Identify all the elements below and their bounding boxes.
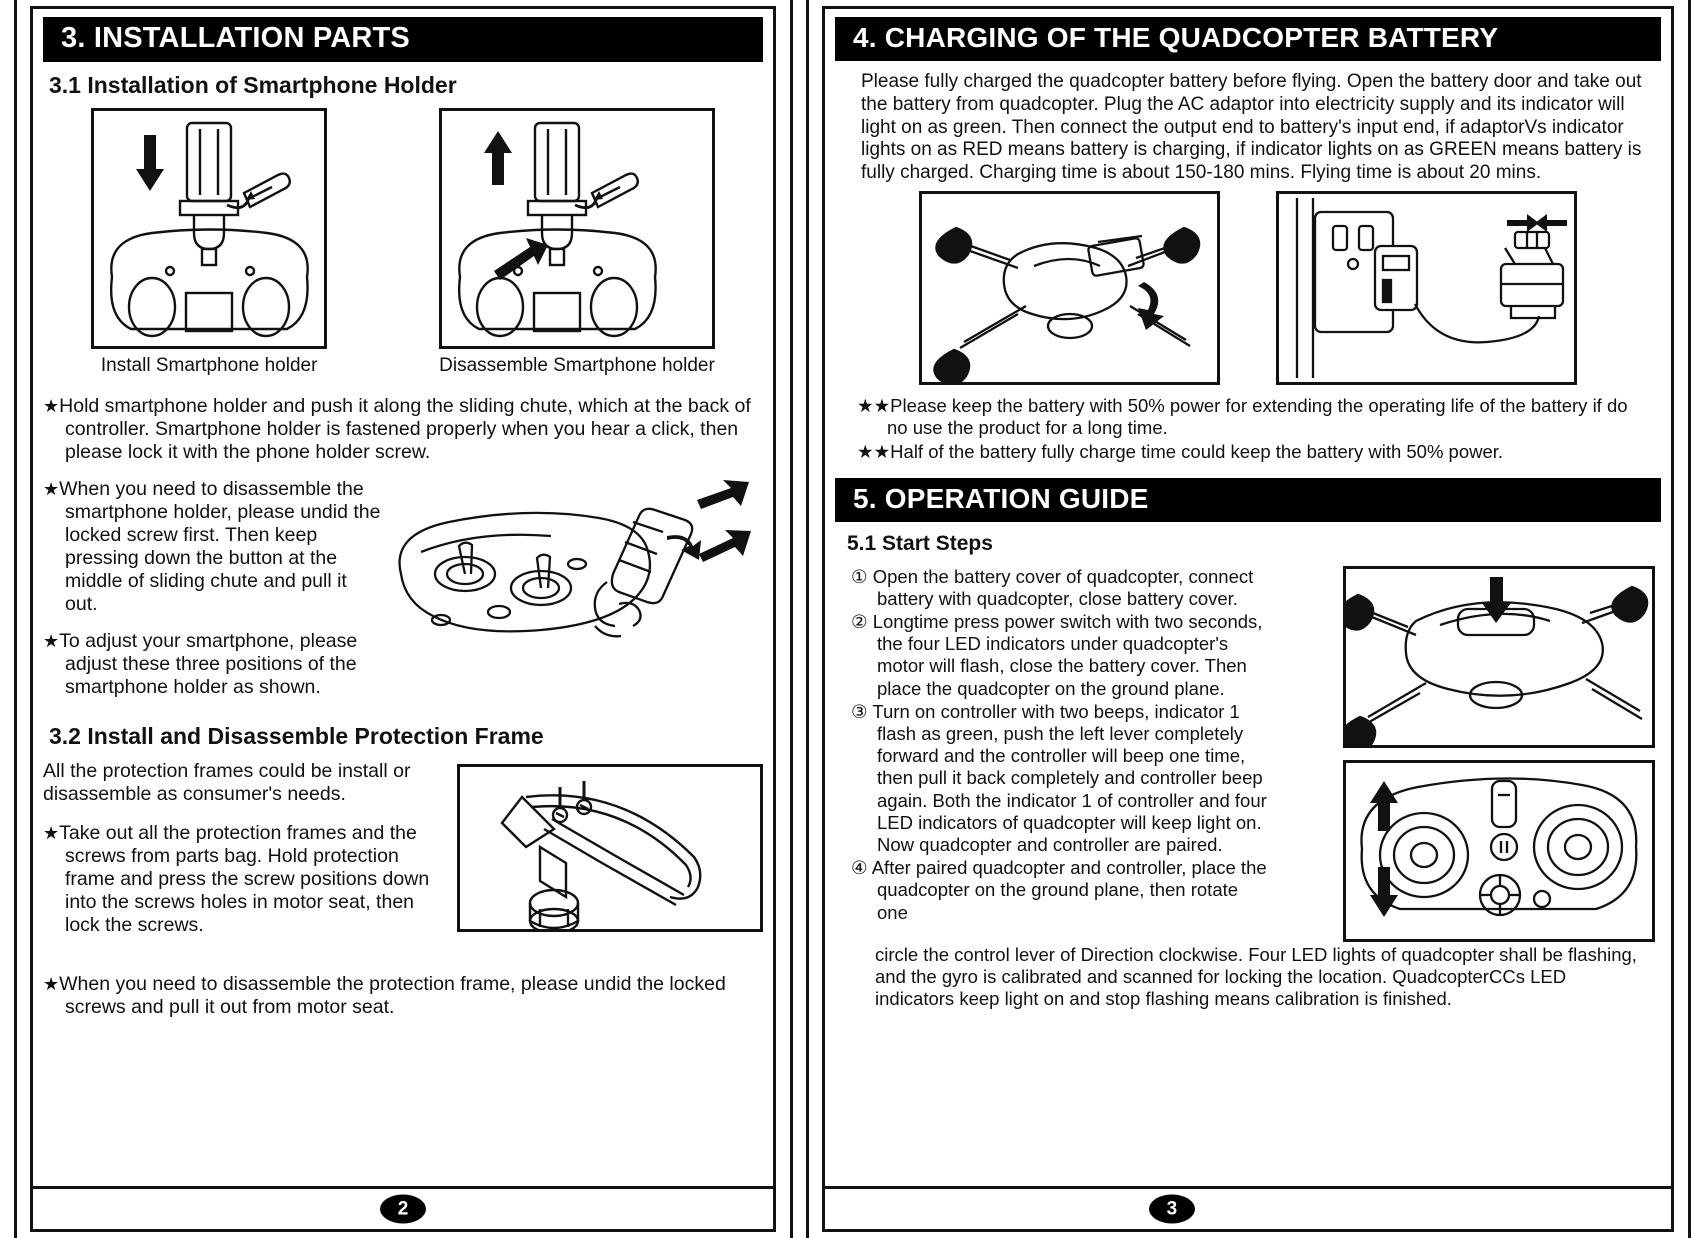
left-outer-rule bbox=[14, 0, 17, 1238]
subsection-heading-3-1: 3.1 Installation of Smartphone Holder bbox=[49, 72, 457, 98]
section-banner-operation-guide: 5. OPERATION GUIDE bbox=[835, 478, 1661, 522]
step-item-1 bbox=[851, 566, 1271, 610]
figure-install-holder-frame bbox=[91, 108, 327, 349]
double-star-icon-1: ★★ bbox=[857, 394, 891, 416]
figure-quadcopter-battery-frame bbox=[919, 191, 1220, 385]
left-page-body bbox=[33, 9, 773, 1186]
step-item-4 bbox=[851, 857, 1271, 924]
star-bullet-icon-3: ★ bbox=[43, 631, 60, 652]
double-star-icon-2: ★★ bbox=[857, 441, 891, 463]
bullet-disassemble-holder-text: When you need to disassemble the smartphone holder, please undid the locked screw first. Then keep pressing down the button at the middle of sliding chute and pull it out. bbox=[59, 478, 381, 616]
star-bullet-icon-5: ★ bbox=[43, 973, 60, 994]
star-bullet-icon-2: ★ bbox=[43, 479, 60, 500]
charging-paragraph: Please fully charged the quadcopter battery before flying. Open the battery door and take out the battery from quadcopter. Plug the AC adaptor into electricity supply and its indicator will light on as green. Then connect the output end to battery's input end, if adaptorVs indicator lights on as RED means battery is charging, if indicator lights on as GREEN means battery is fully charged. Charging time is about 150-180 mins. Flying time is about 20 mins. bbox=[861, 71, 1642, 184]
step-text-3: Turn on controller with two beeps, indicator 1 flash as green, push the left lever completely forward and the controller will beep one time, then pull it back completely and controller beep again. Both the indicator 1 of controller and four LED indicators of quadcopter will keep light on. Now quadcopter and controller are paired. bbox=[872, 700, 1267, 855]
protection-frame-illustration bbox=[460, 767, 728, 929]
up-arrow-icon bbox=[484, 131, 512, 185]
figure-caption-install: Install Smartphone holder bbox=[100, 355, 318, 377]
bullet-take-out-frames-text: Take out all the protection frames and the screws from parts bag. Hold protection frame and press the screw positions down into the screws holes in motor seat, then lock the screws. bbox=[59, 821, 430, 936]
bullet-adjust-smartphone bbox=[43, 630, 381, 699]
right-page-footer bbox=[825, 1186, 1671, 1229]
right-page-body bbox=[825, 9, 1671, 1186]
down-arrow-icon bbox=[136, 135, 164, 191]
figure-battery-cover-frame bbox=[1343, 566, 1655, 748]
start-steps-list bbox=[851, 566, 1271, 925]
controller-perspective-illustration bbox=[381, 478, 753, 686]
warning-half-charge-time bbox=[857, 441, 1651, 463]
warning-keep-50-percent-text: Please keep the battery with 50% power for extending the operating life of the battery if do no use the product for a long time. bbox=[887, 394, 1628, 439]
adjust-arrows-icon bbox=[667, 480, 751, 562]
warning-half-charge-time-text: Half of the battery fully charge time could keep the battery with 50% power. bbox=[890, 441, 1504, 463]
operation-figures-column bbox=[1281, 566, 1655, 942]
step-item-3 bbox=[851, 701, 1271, 856]
battery-cover-down-arrow-icon bbox=[1482, 577, 1511, 623]
protection-frame-text bbox=[43, 760, 443, 947]
step-marker-2: ② bbox=[851, 611, 868, 633]
step-text-4: After paired quadcopter and controller, place the quadcopter on the ground plane, then rotate one bbox=[871, 857, 1267, 923]
charging-warnings bbox=[835, 395, 1661, 464]
protection-frame-block bbox=[43, 760, 763, 947]
figure-disassemble-holder bbox=[439, 108, 715, 377]
manual-page-right bbox=[822, 6, 1674, 1232]
left-page-footer bbox=[33, 1186, 773, 1229]
gutter-rule-right bbox=[806, 0, 809, 1238]
quadcopter-battery-illustration bbox=[922, 194, 1217, 382]
page-number-badge-right: 3 bbox=[1149, 1195, 1195, 1224]
controller-levers-illustration bbox=[1346, 763, 1652, 939]
star-bullet-icon: ★ bbox=[43, 396, 60, 417]
start-steps-block bbox=[835, 566, 1661, 942]
warning-keep-50-percent bbox=[857, 395, 1651, 439]
subsection-heading-5-1: 5.1 Start Steps bbox=[847, 531, 993, 555]
page-number-badge-left: 2 bbox=[380, 1195, 426, 1224]
right-outer-rule bbox=[1688, 0, 1691, 1238]
step-marker-1: ① bbox=[851, 565, 868, 587]
charging-figure-row bbox=[835, 191, 1661, 385]
step-marker-3: ③ bbox=[851, 700, 868, 722]
section-banner-charging: 4. CHARGING OF THE QUADCOPTER BATTERY bbox=[835, 17, 1661, 61]
figure-controller-levers-frame bbox=[1343, 760, 1655, 942]
controller-perspective-illustration-wrap bbox=[381, 478, 763, 686]
star-bullet-icon-4: ★ bbox=[43, 822, 60, 843]
battery-cover-illustration bbox=[1346, 569, 1652, 745]
bullet-adjust-smartphone-text: To adjust your smartphone, please adjust these three positions of the smartphone holder as shown. bbox=[59, 630, 358, 699]
ac-adaptor-illustration bbox=[1279, 194, 1574, 382]
figure-disassemble-holder-frame bbox=[439, 108, 715, 349]
step-text-1: Open the battery cover of quadcopter, connect battery with quadcopter, close battery cover. bbox=[872, 565, 1254, 609]
step-4-continuation: circle the control lever of Direction clockwise. Four LED lights of quadcopter shall be flashing, and the gyro is calibrated and scanned for locking the location. QuadcopterCCs LED indicators keep light on and stop flashing means calibration is finished. bbox=[875, 943, 1637, 1010]
bullet-disassemble-frame-text: When you need to disassemble the protection frame, please undid the locked screws and pull it out from motor seat. bbox=[59, 972, 726, 1018]
install-holder-illustration bbox=[94, 111, 324, 346]
figure-caption-disassemble: Disassemble Smartphone holder bbox=[439, 355, 715, 377]
bullet-take-out-frames bbox=[43, 822, 443, 937]
bullet-hold-holder-text: Hold smartphone holder and push it along the sliding chute, which at the back of controller. Smartphone holder is fastened properly when you hear a click, then please lock it with the phone holder screw. bbox=[59, 395, 751, 464]
protection-frame-intro: All the protection frames could be install or disassemble as consumer's needs. bbox=[43, 759, 411, 805]
figure-ac-adaptor-frame bbox=[1276, 191, 1577, 385]
manual-page-left bbox=[30, 6, 776, 1232]
section-banner-installation-parts: 3. INSTALLATION PARTS bbox=[43, 17, 763, 62]
disassemble-text-and-controller-art bbox=[43, 478, 763, 713]
battery-door-rotate-arrow-icon bbox=[1138, 282, 1164, 330]
protection-frame-figure-wrap bbox=[443, 760, 763, 932]
bullet-disassemble-holder bbox=[43, 478, 381, 616]
figure-protection-frame-frame bbox=[457, 764, 763, 932]
plug-direction-arrows-icon bbox=[1507, 214, 1567, 232]
smartphone-holder-figure-row bbox=[43, 108, 763, 377]
bullet-disassemble-frame bbox=[43, 973, 763, 1019]
bullet-hold-holder bbox=[43, 395, 763, 464]
disassemble-holder-illustration bbox=[442, 111, 672, 346]
step-item-2 bbox=[851, 611, 1271, 700]
gutter-rule-left bbox=[790, 0, 793, 1238]
step-text-2: Longtime press power switch with two seconds, the four LED indicators under quadcopter's motor will flash, close the battery cover. Then place the quadcopter on the ground plane. bbox=[872, 611, 1263, 699]
left-text-column bbox=[43, 478, 381, 713]
figure-install-holder bbox=[91, 108, 327, 377]
subsection-heading-3-2: 3.2 Install and Disassemble Protection Frame bbox=[49, 723, 544, 750]
step-marker-4: ④ bbox=[851, 857, 868, 879]
